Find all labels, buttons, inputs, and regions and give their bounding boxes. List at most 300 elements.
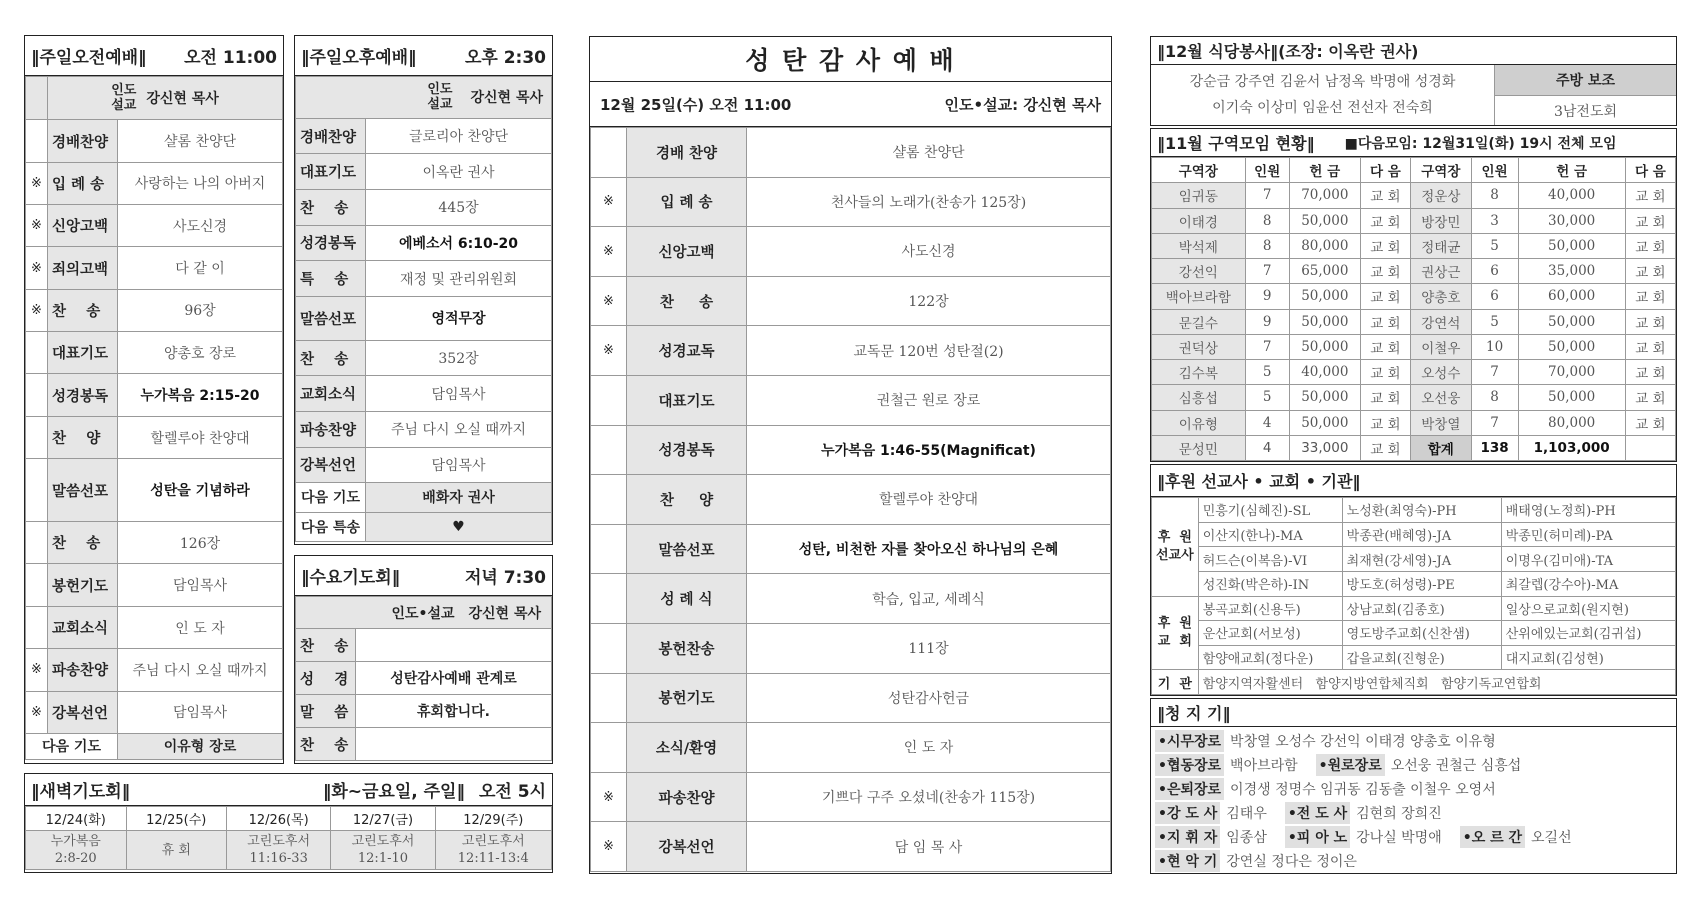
dawn-prayer-title: ‖새벽기도회‖ bbox=[31, 782, 131, 802]
district-cell: 1,103,000 bbox=[1518, 435, 1625, 460]
steward-box bbox=[1150, 698, 1677, 874]
wednesday-service-title: ‖수요기도회‖ bbox=[301, 568, 401, 588]
district-cell: 6 bbox=[1471, 284, 1518, 309]
standing-mark bbox=[591, 673, 627, 723]
district-cell: 50,000 bbox=[1518, 385, 1625, 410]
order-row bbox=[26, 205, 283, 247]
steward-names: 백아브라함 bbox=[1230, 758, 1298, 774]
district-meeting-header bbox=[1151, 129, 1676, 157]
steward-title: ‖청 지 기‖ bbox=[1157, 704, 1231, 723]
missionary-name: 박종관(배혜영)-JA bbox=[1342, 522, 1501, 547]
steward-names: 박창열 오성수 강선익 이태경 양총호 이유형 bbox=[1230, 734, 1496, 750]
dawn-date: 12/24(화) bbox=[26, 807, 127, 831]
order-label: 성경봉독 bbox=[296, 225, 366, 261]
cafeteria-members-line1: 강순금 강주연 김윤서 남정옥 박명애 성경화 bbox=[1189, 74, 1456, 90]
district-row bbox=[1152, 233, 1676, 258]
district-row bbox=[1152, 334, 1676, 359]
order-value: 111장 bbox=[747, 623, 1111, 673]
district-cell: 7 bbox=[1471, 360, 1518, 385]
district-cell: 권상근 bbox=[1410, 259, 1471, 284]
district-cell: 박석제 bbox=[1152, 233, 1246, 258]
district-cell: 양총호 bbox=[1410, 284, 1471, 309]
order-row bbox=[591, 623, 1111, 673]
afternoon-service-time: 오후 2:30 bbox=[464, 48, 546, 68]
order-row bbox=[26, 564, 283, 606]
order-row bbox=[26, 416, 283, 458]
district-cell: 4 bbox=[1245, 410, 1289, 435]
steward-line bbox=[1155, 849, 1672, 873]
order-label: 경배찬양 bbox=[48, 120, 118, 162]
dawn-passage-book: 고린도후서 bbox=[247, 834, 311, 849]
order-row bbox=[26, 649, 283, 691]
district-cell: 65,000 bbox=[1289, 259, 1360, 284]
dawn-passage-verse: 2:8-20 bbox=[54, 851, 97, 866]
order-label: 대표기도 bbox=[296, 154, 366, 190]
order-label: 파송찬양 bbox=[296, 412, 366, 448]
missionary-name: 노성환(최영숙)-PH bbox=[1342, 498, 1501, 523]
district-meeting-title: ‖11월 구역모임 현황‖ bbox=[1157, 134, 1315, 153]
kitchen-assist-value: 3남전도회 bbox=[1553, 103, 1617, 120]
order-value: 성탄, 비천한 자를 찾아오신 하나님의 은혜 bbox=[747, 524, 1111, 574]
order-row bbox=[26, 691, 283, 733]
district-cell: 임귀동 bbox=[1152, 183, 1246, 208]
district-cell: 김수복 bbox=[1152, 360, 1246, 385]
organization-row bbox=[1152, 670, 1676, 695]
steward-role: •피 아 노 bbox=[1285, 826, 1350, 848]
church-name: 함양애교회(정다운) bbox=[1198, 645, 1342, 670]
order-value: 주님 다시 오실 때까지 bbox=[118, 649, 283, 691]
leader-cell bbox=[296, 77, 552, 119]
steward-header bbox=[1151, 699, 1676, 727]
support-title: ‖후원 선교사 • 교회 • 기관‖ bbox=[1157, 472, 1361, 491]
dawn-passage bbox=[435, 831, 551, 870]
district-cell: 4 bbox=[1245, 435, 1289, 460]
district-meeting-table bbox=[1151, 157, 1676, 461]
steward-names: 김현희 장희진 bbox=[1356, 806, 1442, 822]
order-label: 말 씀 bbox=[296, 695, 356, 728]
order-value bbox=[356, 629, 552, 662]
dawn-date: 12/29(주) bbox=[435, 807, 551, 831]
district-cell: 70,000 bbox=[1289, 183, 1360, 208]
steward-names: 이경생 정명수 임귀동 김동출 이철우 오영서 bbox=[1230, 782, 1496, 798]
steward-line bbox=[1155, 777, 1672, 801]
next-special-value: ♥ bbox=[366, 512, 552, 541]
order-value: 122장 bbox=[747, 276, 1111, 326]
church-name: 운산교회(서보성) bbox=[1198, 621, 1342, 646]
dawn-date: 12/25(수) bbox=[126, 807, 227, 831]
cafeteria-box bbox=[1150, 36, 1677, 126]
order-label: 봉헌기도 bbox=[627, 673, 747, 723]
district-cell: 5 bbox=[1471, 233, 1518, 258]
standing-mark: ※ bbox=[591, 276, 627, 326]
order-row bbox=[26, 289, 283, 331]
steward-names: 오길선 bbox=[1531, 830, 1572, 846]
standing-mark: ※ bbox=[591, 822, 627, 872]
standing-mark: ※ bbox=[26, 162, 48, 204]
district-cell: 7 bbox=[1245, 259, 1289, 284]
support-table bbox=[1151, 497, 1676, 695]
afternoon-order-table bbox=[295, 76, 552, 542]
district-cell: 합계 bbox=[1410, 435, 1471, 460]
district-next-meeting: ■다음모임: 12월31일(화) 19시 전체 모임 bbox=[1344, 135, 1617, 152]
standing-mark bbox=[26, 564, 48, 606]
order-label: 성 례 식 bbox=[627, 574, 747, 624]
organization-names: 함양지역자활센터 함양지방연합체직회 함양기독교연합회 bbox=[1198, 670, 1675, 695]
district-row bbox=[1152, 183, 1676, 208]
next-special-label: 다음 특송 bbox=[296, 512, 366, 541]
order-row bbox=[296, 376, 552, 412]
district-cell: 7 bbox=[1245, 334, 1289, 359]
order-label: 찬 송 bbox=[627, 276, 747, 326]
order-row bbox=[26, 162, 283, 204]
district-cell: 교 회 bbox=[1360, 385, 1410, 410]
order-label: 찬 송 bbox=[296, 190, 366, 226]
order-value: 글로리아 찬양단 bbox=[366, 118, 552, 154]
order-value: 교독문 120번 성탄절(2) bbox=[747, 326, 1111, 376]
district-cell: 이유형 bbox=[1152, 410, 1246, 435]
order-value: 담임목사 bbox=[366, 376, 552, 412]
missionary-name: 최재현(강세영)-JA bbox=[1342, 547, 1501, 572]
district-cell bbox=[1625, 435, 1675, 460]
order-value: 샬롬 찬양단 bbox=[118, 120, 283, 162]
order-row bbox=[26, 374, 283, 416]
order-row bbox=[591, 425, 1111, 475]
district-col-header: 헌 금 bbox=[1289, 158, 1360, 183]
district-cell: 6 bbox=[1471, 259, 1518, 284]
steward-line bbox=[1155, 753, 1672, 777]
church-row bbox=[1152, 645, 1676, 670]
steward-line bbox=[1155, 825, 1672, 849]
district-cell: 오성수 bbox=[1410, 360, 1471, 385]
steward-role: •전 도 사 bbox=[1285, 802, 1350, 824]
order-row bbox=[591, 276, 1111, 326]
standing-mark: ※ bbox=[591, 772, 627, 822]
order-row bbox=[26, 332, 283, 374]
order-row bbox=[296, 118, 552, 154]
district-row bbox=[1152, 208, 1676, 233]
order-label: 성경봉독 bbox=[627, 425, 747, 475]
missionary-name: 민흥기(심혜진)-SL bbox=[1198, 498, 1342, 523]
order-value: 에베소서 6:10-20 bbox=[366, 225, 552, 261]
order-label: 찬 송 bbox=[296, 629, 356, 662]
order-row bbox=[591, 326, 1111, 376]
order-value: 천사들의 노래가(찬송가 125장) bbox=[747, 177, 1111, 227]
order-row bbox=[591, 227, 1111, 277]
district-cell: 정운상 bbox=[1410, 183, 1471, 208]
order-label: 대표기도 bbox=[48, 332, 118, 374]
next-prayer-value: 배화자 권사 bbox=[366, 483, 552, 512]
district-cell: 오선웅 bbox=[1410, 385, 1471, 410]
district-cell: 60,000 bbox=[1518, 284, 1625, 309]
district-header-row bbox=[1152, 158, 1676, 183]
order-label: 파송찬양 bbox=[48, 649, 118, 691]
district-cell: 교 회 bbox=[1625, 385, 1675, 410]
order-label: 말씀선포 bbox=[296, 296, 366, 340]
dawn-passage bbox=[26, 831, 127, 870]
order-value: 할렐루야 찬양대 bbox=[118, 416, 283, 458]
district-cell: 교 회 bbox=[1625, 334, 1675, 359]
standing-mark bbox=[26, 522, 48, 564]
dawn-passage-book: 고린도후서 bbox=[351, 834, 415, 849]
order-label: 성경봉독 bbox=[48, 374, 118, 416]
steward-names: 김태우 bbox=[1226, 806, 1267, 822]
morning-service-header bbox=[25, 36, 283, 76]
dawn-passage-verse: 12:1-10 bbox=[357, 851, 409, 866]
district-col-header: 인원 bbox=[1245, 158, 1289, 183]
standing-mark bbox=[26, 416, 48, 458]
order-value: 이옥란 권사 bbox=[366, 154, 552, 190]
leader-name: 강신현 목사 bbox=[468, 605, 541, 622]
district-col-header: 다 음 bbox=[1625, 158, 1675, 183]
steward-role: •협동장로 bbox=[1155, 754, 1224, 776]
district-cell: 8 bbox=[1471, 385, 1518, 410]
order-row bbox=[26, 120, 283, 162]
church-name: 봉곡교회(신용두) bbox=[1198, 596, 1342, 621]
district-row bbox=[1152, 410, 1676, 435]
order-label: 신앙고백 bbox=[48, 205, 118, 247]
standing-mark bbox=[591, 623, 627, 673]
order-row bbox=[296, 154, 552, 190]
order-row bbox=[591, 524, 1111, 574]
district-cell: 권덕상 bbox=[1152, 334, 1246, 359]
district-cell: 교 회 bbox=[1360, 334, 1410, 359]
district-cell: 교 회 bbox=[1360, 309, 1410, 334]
missionary-name: 방도호(허성령)-PE bbox=[1342, 571, 1501, 596]
dawn-prayer-box bbox=[24, 773, 553, 873]
district-cell: 이태경 bbox=[1152, 208, 1246, 233]
support-box bbox=[1150, 464, 1677, 696]
leader-row bbox=[296, 597, 552, 629]
order-label: 특 송 bbox=[296, 261, 366, 297]
district-cell: 50,000 bbox=[1289, 410, 1360, 435]
district-cell: 박창열 bbox=[1410, 410, 1471, 435]
order-label: 강복선언 bbox=[296, 447, 366, 483]
morning-service-time: 오전 11:00 bbox=[184, 48, 277, 68]
order-value: 샬롬 찬양단 bbox=[747, 128, 1111, 178]
district-cell: 심흥섭 bbox=[1152, 385, 1246, 410]
district-cell: 교 회 bbox=[1625, 183, 1675, 208]
district-cell: 강연석 bbox=[1410, 309, 1471, 334]
standing-mark: ※ bbox=[26, 289, 48, 331]
order-value: 인 도 자 bbox=[747, 723, 1111, 773]
order-label: 강복선언 bbox=[48, 691, 118, 733]
church-name: 대지교회(김성현) bbox=[1501, 645, 1675, 670]
leader-cell bbox=[296, 597, 552, 629]
church-row bbox=[1152, 621, 1676, 646]
order-value: 누가복음 2:15-20 bbox=[118, 374, 283, 416]
district-cell: 7 bbox=[1245, 183, 1289, 208]
order-row bbox=[296, 447, 552, 483]
district-cell: 10 bbox=[1471, 334, 1518, 359]
order-row bbox=[296, 340, 552, 376]
order-value: 주님 다시 오실 때까지 bbox=[366, 412, 552, 448]
order-value: 재정 및 관리위원회 bbox=[366, 261, 552, 297]
order-value: 352장 bbox=[366, 340, 552, 376]
missionary-row bbox=[1152, 571, 1676, 596]
standing-mark: ※ bbox=[591, 177, 627, 227]
standing-mark bbox=[26, 606, 48, 648]
district-cell: 70,000 bbox=[1518, 360, 1625, 385]
organization-label: 기 관 bbox=[1152, 670, 1199, 695]
order-row bbox=[591, 772, 1111, 822]
christmas-service-info bbox=[590, 82, 1111, 127]
district-cell: 50,000 bbox=[1289, 208, 1360, 233]
steward-role: •은퇴장로 bbox=[1155, 778, 1224, 800]
church-name: 산위에있는교회(김귀섭) bbox=[1501, 621, 1675, 646]
steward-role: •원로장로 bbox=[1316, 754, 1385, 776]
district-cell: 50,000 bbox=[1289, 284, 1360, 309]
district-cell: 정태균 bbox=[1410, 233, 1471, 258]
standing-mark: ※ bbox=[26, 247, 48, 289]
cafeteria-members-line2: 이기숙 이상미 임윤선 전선자 전숙희 bbox=[1212, 100, 1433, 116]
order-row bbox=[296, 662, 552, 695]
district-cell: 50,000 bbox=[1289, 334, 1360, 359]
missionary-name: 성진화(박은하)-IN bbox=[1198, 571, 1342, 596]
district-cell: 교 회 bbox=[1360, 233, 1410, 258]
dawn-texts-row bbox=[26, 831, 552, 870]
order-label: 경배 찬양 bbox=[627, 128, 747, 178]
district-cell: 교 회 bbox=[1360, 183, 1410, 208]
morning-service-title: ‖주일오전예배‖ bbox=[31, 48, 147, 68]
order-label: 경배찬양 bbox=[296, 118, 366, 154]
morning-order-table bbox=[25, 76, 283, 760]
order-value: 담임목사 bbox=[366, 447, 552, 483]
missionary-name: 박종민(허미례)-PA bbox=[1501, 522, 1675, 547]
order-value: 영적무장 bbox=[366, 296, 552, 340]
dawn-prayer-time: 오전 5시 bbox=[478, 782, 546, 802]
order-label: 강복선언 bbox=[627, 822, 747, 872]
district-cell: 33,000 bbox=[1289, 435, 1360, 460]
district-cell: 9 bbox=[1245, 309, 1289, 334]
order-row bbox=[26, 606, 283, 648]
christmas-service-box bbox=[589, 36, 1112, 874]
church-label: 후 원 교 회 bbox=[1152, 596, 1199, 670]
standing-mark bbox=[591, 475, 627, 525]
district-col-header: 헌 금 bbox=[1518, 158, 1625, 183]
cafeteria-header bbox=[1151, 37, 1676, 65]
order-value: 사도신경 bbox=[747, 227, 1111, 277]
district-cell: 40,000 bbox=[1289, 360, 1360, 385]
district-cell: 교 회 bbox=[1625, 309, 1675, 334]
standing-mark: ※ bbox=[26, 205, 48, 247]
dawn-passage bbox=[126, 831, 227, 870]
wednesday-service-box bbox=[294, 555, 553, 764]
wednesday-order-table bbox=[295, 596, 552, 761]
steward-role: •지 휘 자 bbox=[1155, 826, 1220, 848]
order-value: 성탄을 기념하라 bbox=[118, 459, 283, 522]
order-value: 담임목사 bbox=[118, 564, 283, 606]
order-row bbox=[26, 459, 283, 522]
standing-mark bbox=[26, 332, 48, 374]
cafeteria-members bbox=[1151, 65, 1495, 125]
district-cell: 문길수 bbox=[1152, 309, 1246, 334]
christmas-service-leader: 인도•설교: 강신현 목사 bbox=[944, 95, 1101, 114]
missionary-name: 배태영(노정희)-PH bbox=[1501, 498, 1675, 523]
order-label: 말씀선포 bbox=[627, 524, 747, 574]
order-row bbox=[591, 723, 1111, 773]
next-prayer-row bbox=[296, 483, 552, 512]
order-row bbox=[591, 574, 1111, 624]
christmas-service-header bbox=[590, 37, 1111, 82]
dawn-passage bbox=[331, 831, 435, 870]
district-cell: 5 bbox=[1471, 309, 1518, 334]
standing-mark bbox=[591, 723, 627, 773]
order-row bbox=[296, 695, 552, 728]
district-col-header: 구역장 bbox=[1152, 158, 1246, 183]
dawn-passage bbox=[227, 831, 331, 870]
leader-label: 인도 설교 bbox=[427, 82, 453, 113]
order-value: 성탄감사예배 관계로 bbox=[356, 662, 552, 695]
order-value: 126장 bbox=[118, 522, 283, 564]
order-label: 찬 송 bbox=[48, 522, 118, 564]
district-cell: 40,000 bbox=[1518, 183, 1625, 208]
district-cell: 35,000 bbox=[1518, 259, 1625, 284]
order-value: 96장 bbox=[118, 289, 283, 331]
district-cell: 교 회 bbox=[1625, 208, 1675, 233]
order-label: 찬 송 bbox=[296, 728, 356, 761]
district-cell: 50,000 bbox=[1518, 334, 1625, 359]
missionary-label: 후 원 선교사 bbox=[1152, 498, 1199, 597]
steward-names: 오선웅 권철근 심흥섭 bbox=[1390, 758, 1522, 774]
order-label: 파송찬양 bbox=[627, 772, 747, 822]
district-cell: 30,000 bbox=[1518, 208, 1625, 233]
church-row bbox=[1152, 596, 1676, 621]
order-label: 교회소식 bbox=[48, 606, 118, 648]
district-cell: 교 회 bbox=[1625, 259, 1675, 284]
order-label: 찬 송 bbox=[48, 289, 118, 331]
steward-line bbox=[1155, 729, 1672, 753]
dawn-passage-book: 휴 회 bbox=[161, 842, 191, 858]
order-value: 성탄감사헌금 bbox=[747, 673, 1111, 723]
standing-mark bbox=[26, 374, 48, 416]
district-cell: 8 bbox=[1471, 183, 1518, 208]
dawn-passage-verse: 12:11-13:4 bbox=[457, 851, 529, 866]
district-cell: 교 회 bbox=[1360, 435, 1410, 460]
district-cell: 50,000 bbox=[1518, 233, 1625, 258]
order-value: 누가복음 1:46-55(Magnificat) bbox=[747, 425, 1111, 475]
district-cell: 9 bbox=[1245, 284, 1289, 309]
steward-names: 강연실 정다은 정이은 bbox=[1226, 854, 1357, 870]
district-cell: 80,000 bbox=[1518, 410, 1625, 435]
order-value: 학습, 입교, 세례식 bbox=[747, 574, 1111, 624]
order-label: 신앙고백 bbox=[627, 227, 747, 277]
standing-mark bbox=[591, 574, 627, 624]
missionary-name: 이산지(한나)-MA bbox=[1198, 522, 1342, 547]
order-value: 기쁘다 구주 오셨네(찬송가 115장) bbox=[747, 772, 1111, 822]
missionary-row bbox=[1152, 547, 1676, 572]
order-row bbox=[591, 177, 1111, 227]
next-prayer-row bbox=[26, 733, 283, 759]
afternoon-service-box bbox=[294, 35, 553, 545]
standing-mark bbox=[26, 120, 48, 162]
district-cell: 교 회 bbox=[1360, 284, 1410, 309]
order-value: 담 임 목 사 bbox=[747, 822, 1111, 872]
dawn-prayer-table bbox=[25, 806, 552, 870]
order-value: 담임목사 bbox=[118, 691, 283, 733]
standing-mark bbox=[591, 375, 627, 425]
order-row bbox=[591, 673, 1111, 723]
order-row bbox=[296, 261, 552, 297]
order-value: 인 도 자 bbox=[118, 606, 283, 648]
dawn-passage-verse: 11:16-33 bbox=[249, 851, 308, 866]
district-row bbox=[1152, 259, 1676, 284]
leader-row bbox=[296, 77, 552, 119]
order-label: 봉헌기도 bbox=[48, 564, 118, 606]
district-total-row bbox=[1152, 435, 1676, 460]
district-cell: 교 회 bbox=[1625, 410, 1675, 435]
standing-mark: ※ bbox=[26, 649, 48, 691]
dawn-date: 12/26(목) bbox=[227, 807, 331, 831]
